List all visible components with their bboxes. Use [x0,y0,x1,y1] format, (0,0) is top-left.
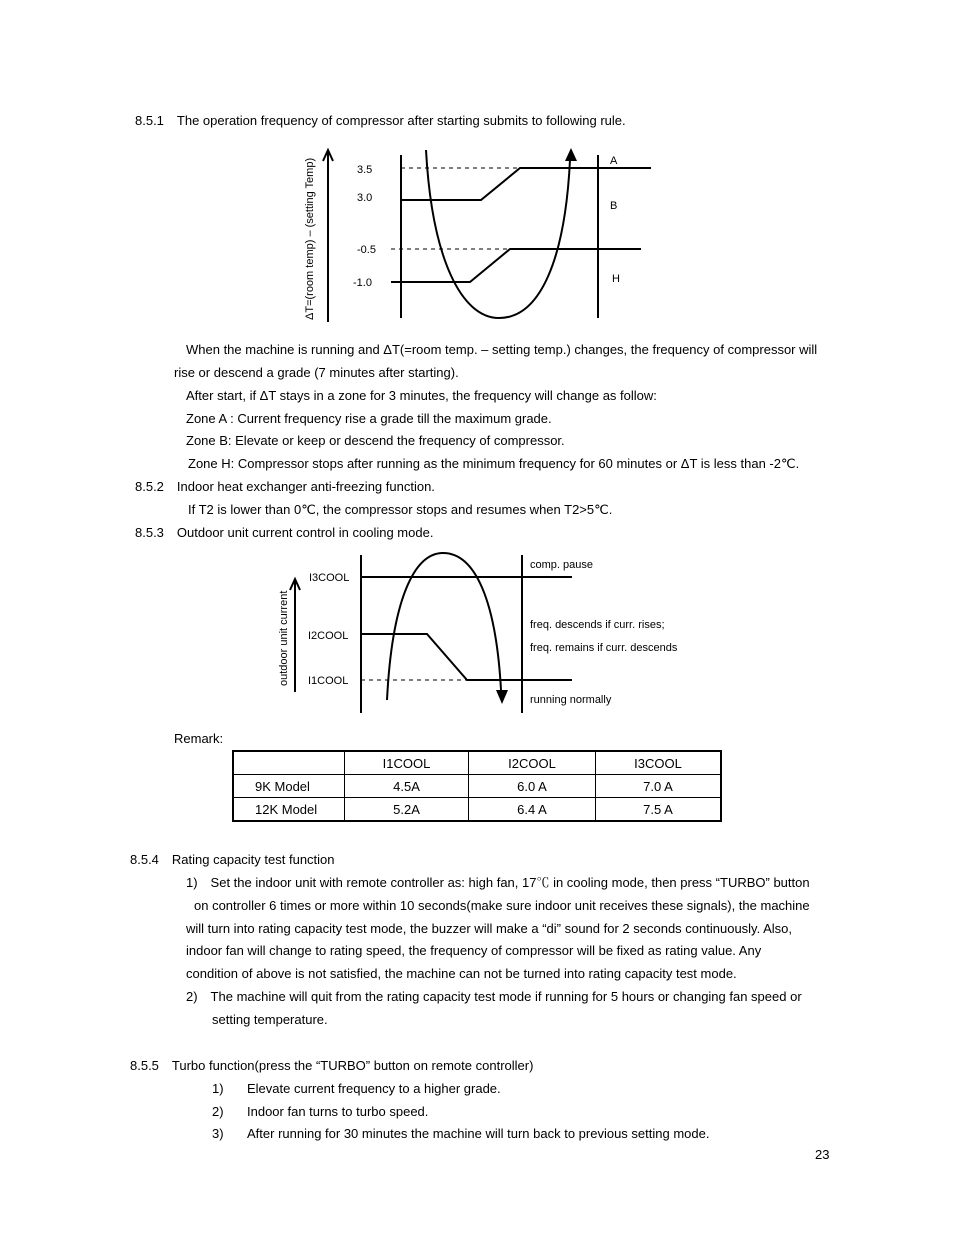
tick-minus-0-5: -0.5 [357,244,376,256]
section-8-5-1-heading: 8.5.1 The operation frequency of compressor after starting submits to following rule. [135,113,626,128]
section-8-5-2-heading: 8.5.2 Indoor heat exchanger anti-freezing function. [135,479,435,494]
section-8-5-3-heading: 8.5.3 Outdoor unit current control in cooling mode. [135,525,434,540]
upper-threshold-step [401,168,651,200]
turbo-item-number: 3) [212,1126,224,1141]
turbo-item-text: Elevate current frequency to a higher grade. [247,1081,501,1096]
table-cell: 6.4 A [469,798,596,822]
remark-label: Remark: [174,731,224,746]
rating-item-1-line: on controller 6 times or more within 10 seconds(make sure indoor unit receives these signals), the machine [194,898,810,913]
tick-minus-1-0: -1.0 [353,277,372,289]
table-cell: 5.2A [345,798,469,822]
zone-b-description: Zone B: Elevate or keep or descend the frequency of compressor. [186,433,565,448]
freq-descends-note: freq. descends if curr. rises; [530,619,665,631]
para-line: rise or descend a grade (7 minutes after starting). [174,365,459,380]
rating-item-2-line: 2) The machine will quit from the rating capacity test mode if running for 5 hours or changing fan speed or [186,989,802,1004]
table-header-row [233,751,721,775]
table-header-cell: I3COOL [596,751,722,775]
delta-t-axis-arrow [323,150,333,161]
current-curve [387,553,501,700]
i1cool-label: I1COOL [308,675,349,687]
tick-3-0: 3.0 [357,192,373,204]
freq-remains-note: freq. remains if curr. descends [530,642,678,654]
zone-h-label: H [612,273,620,285]
zone-a-label: A [610,155,618,167]
turbo-item-number: 2) [212,1104,224,1119]
rating-item-1-line: indoor fan will change to rating speed, the frequency of compressor will be fixed as rating value. Any [186,943,762,958]
section-8-5-5-heading: 8.5.5 Turbo function(press the “TURBO” button on remote controller) [130,1058,534,1073]
table-cell: 12K Model [233,798,345,822]
lower-threshold-step [391,249,641,282]
turbo-item-text: Indoor fan turns to turbo speed. [247,1104,429,1119]
table-header-cell: I2COOL [469,751,596,775]
current-axis-arrow [290,579,300,590]
para-line: After start, if ΔT stays in a zone for 3 minutes, the frequency will change as follow: [186,388,657,403]
comp-pause-note: comp. pause [530,559,593,571]
curve-arrow-head [565,148,577,161]
rating-item-1-line: condition of above is not satisfied, the machine can not be turned into rating capacity test mode. [186,966,737,981]
turbo-item-text: After running for 30 minutes the machine will turn back to previous setting mode. [247,1126,710,1141]
table-header-cell: I1COOL [345,751,469,775]
rating-item-1-line: will turn into rating capacity test mode, the buzzer will make a “di” sound for 2 seconds continuously. Also, [186,921,792,936]
turbo-item-number: 1) [212,1081,224,1096]
section-8-5-4-heading: 8.5.4 Rating capacity test function [130,852,335,867]
page-number: 23 [815,1147,830,1162]
table-cell: 6.0 A [469,775,596,798]
delta-t-curve [426,150,570,318]
running-normally-note: running normally [530,694,612,706]
rating-item-2-line: setting temperature. [212,1012,328,1027]
table-row [233,775,721,798]
zone-h-description: Zone H: Compressor stops after running as the minimum frequency for 60 minutes or ΔT is less than -2℃. [188,456,800,471]
table-cell: 4.5A [345,775,469,798]
i3cool-label: I3COOL [309,572,350,584]
para-line: When the machine is running and ΔT(=room temp. – setting temp.) changes, the frequency of compressor will [186,342,818,357]
current-spec-table [232,750,722,822]
table-cell: 7.5 A [596,798,722,822]
table-cell: 9K Model [233,775,345,798]
anti-freezing-text: If T2 is lower than 0℃, the compressor stops and resumes when T2>5℃. [188,502,613,517]
i2cool-label: I2COOL [308,630,349,642]
zone-b-label: B [610,200,618,212]
current-axis-label: outdoor unit current [278,590,290,686]
table-header-cell [233,751,345,775]
rating-item-1-line: 1) Set the indoor unit with remote controller as: high fan, 17℃ in cooling mode, then press “TURBO” button [186,875,810,890]
table-row [233,798,721,822]
zone-a-description: Zone A : Current frequency rise a grade till the maximum grade. [186,411,552,426]
current-curve-arrow-head [496,690,508,704]
delta-t-axis-label: ΔT=(room temp) – (setting Temp) [304,157,316,320]
tick-3-5: 3.5 [357,164,373,176]
table-cell: 7.0 A [596,775,722,798]
